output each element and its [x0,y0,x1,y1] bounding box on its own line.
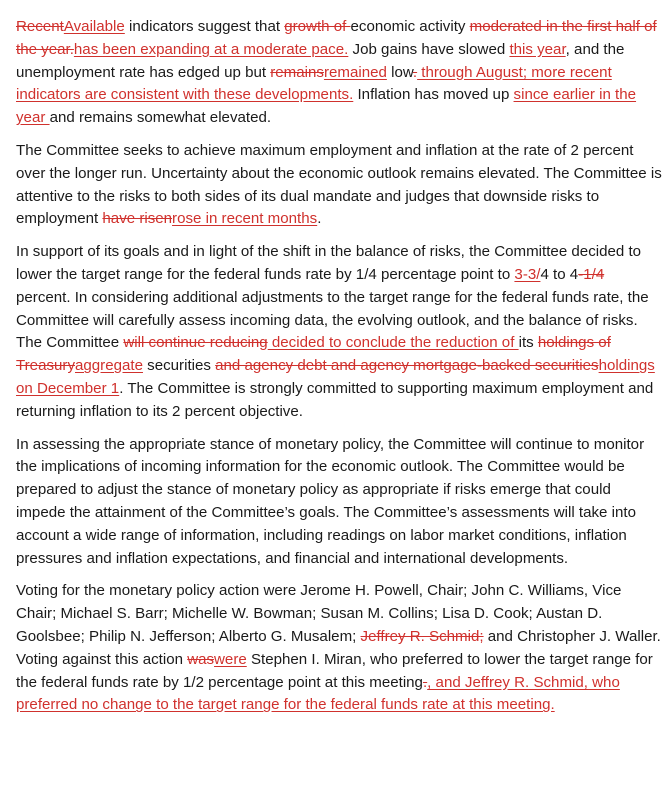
inserted-text: remained [323,63,387,81]
body-text: . [317,210,322,228]
deleted-text: -1/4 [578,265,605,283]
inserted-text: were [214,650,247,668]
deleted-text: remains [270,63,324,81]
body-text: its [518,334,538,352]
paragraph-1 [16,16,662,130]
inserted-text: aggregate [75,357,143,375]
body-text: , and the unemployment rate has edged up but [16,40,625,81]
body-text: In assessing the appropriate stance of monetary policy, the Committee will continue to monitor the implications of incoming information for the economic outlook. The Committee would be prepared to adjust the stance of monetary policy as appropriate if risks emerge that could impede the attainment of the Committee’s goals. The Committee’s assessments will take into account a wide range of information, including readings on labor market conditions, inflation pressures and inflation expectations, and financial and international developments. [16,435,645,567]
deleted-text: . [412,63,418,81]
paragraph-2 [16,140,662,231]
body-text: Stephen I. Miran, who preferred to lower the target range for the federal funds rate by 1/2 percentage point at this meeting [16,650,653,691]
deleted-text: Recent [16,18,64,35]
body-text: economic activity [350,18,470,35]
body-text: In support of its goals and in light of the shift in the balance of risks, the Committee decided to lower the target range for the federal funds rate by 1/4 percentage point to [16,243,642,283]
paragraph-3 [16,241,662,423]
inserted-text: rose in recent months [172,210,318,228]
body-text: . The Committee is strongly committed to supporting maximum employment and returning inflation to its 2 percent objective. [16,379,654,420]
deleted-text: moderated in the first half of the year. [16,18,657,58]
body-text: low [386,63,413,81]
deleted-text: Jeffrey R. Schmid; [360,627,484,645]
inserted-text: Available [63,18,125,35]
body-text: and Christopher J. Waller. Voting against this action [16,627,661,668]
body-text: Inflation has moved up [353,86,514,104]
inserted-text: 3-3/ [514,265,541,283]
deleted-text: was [187,650,215,668]
deleted-text: and agency debt and agency mortgage-backed securities [215,357,599,375]
inserted-text: holdings on December 1 [16,357,655,397]
body-text: The Committee seeks to achieve maximum employment and inflation at the rate of 2 percent over the longer run. Uncertainty about the economic outlook remains elevated. The Committee is attentive to the risks to both sides of its dual mandate and judges that downside risks to employment [16,141,662,228]
deleted-text: have risen [102,210,173,228]
body-text: securities [142,357,216,375]
body-text: Voting for the monetary policy action were Jerome H. Powell, Chair; John C. Williams, Vice Chair; Michael S. Barr; Michelle W. Bowman; Susan M. Collins; Lisa D. Cook; Austan D. Goolsbee; Philip N. Jefferson; Alberto G. Musalem; [16,582,622,645]
body-text: Job gains have slowed [348,40,510,58]
body-text: indicators suggest that [124,18,285,35]
paragraph-4 [16,434,662,571]
inserted-text: through August; more recent indicators are consistent with these developments. [16,63,612,104]
inserted-text: has been expanding at a moderate pace. [73,40,349,58]
deleted-text: will continue reducing [123,334,268,352]
deleted-text: . [422,673,428,691]
inserted-text: this year [509,40,566,58]
body-text: percent. In considering additional adjustments to the target range for the federal funds rate, the Committee will carefully assess incoming data, the evolving outlook, and the balance of risks. The Committee [16,288,649,352]
paragraph-5 [16,580,662,717]
body-text: and remains somewhat elevated. [49,109,272,127]
inserted-text: decided to conclude the reduction of [267,334,519,352]
inserted-text: , and Jeffrey R. Schmid, who preferred no change to the target range for the federal funds rate at this meeting. [16,673,620,714]
body-text: 4 to 4 [540,265,579,283]
inserted-text: since earlier in the year [16,86,637,127]
deleted-text: growth of [284,18,351,35]
deleted-text: holdings of Treasury [16,334,611,375]
